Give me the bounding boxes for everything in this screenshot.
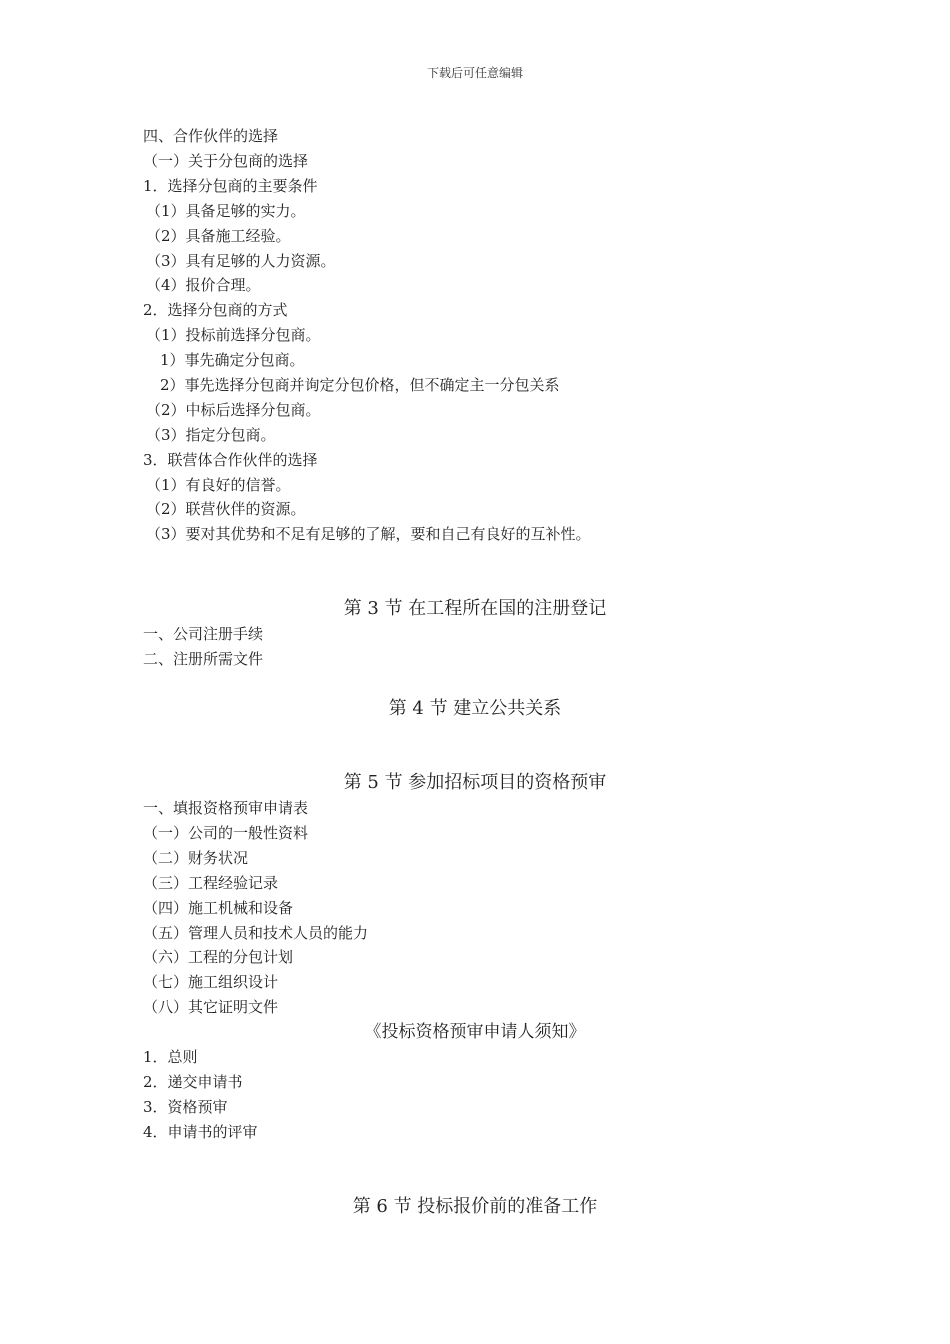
list-item: （一）公司的一般性资料 <box>143 824 309 842</box>
list-item: （三）工程经验记录 <box>143 874 279 892</box>
list-item: （六）工程的分包计划 <box>143 948 294 966</box>
notice-title: 《投标资格预审申请人须知》 <box>364 1022 586 1042</box>
section-heading-6: 第 6 节 投标报价前的准备工作 <box>352 1196 598 1217</box>
list-item: 一、公司注册手续 <box>143 625 264 643</box>
list-item: 2）事先选择分包商并询定分包价格，但不确定主一分包关系 <box>160 376 560 394</box>
section-heading-4: 第 4 节 建立公共关系 <box>388 698 562 719</box>
list-item: （五）管理人员和技术人员的能力 <box>143 924 369 942</box>
section-heading-5: 第 5 节 参加招标项目的资格预审 <box>343 772 607 793</box>
list-item: （3）具有足够的人力资源。 <box>146 252 336 270</box>
list-item: （2）中标后选择分包商。 <box>146 401 321 419</box>
list-item: （1）有良好的信誉。 <box>146 476 291 494</box>
form-title: 一、填报资格预审申请表 <box>143 799 309 817</box>
list-item: 1）事先确定分包商。 <box>160 351 305 369</box>
list-item: （2）联营伙伴的资源。 <box>146 500 306 518</box>
list-item: 4．申请书的评审 <box>143 1123 258 1141</box>
list-item: 2．递交申请书 <box>143 1073 243 1091</box>
list-item: （4）报价合理。 <box>146 276 261 294</box>
list-item: （八）其它证明文件 <box>143 998 279 1016</box>
conditions-title: 1．选择分包商的主要条件 <box>143 177 318 195</box>
list-item: 1．总则 <box>143 1048 198 1066</box>
list-item: （二）财务状况 <box>143 849 249 867</box>
list-item: （3）要对其优势和不足有足够的了解，要和自己有良好的互补性。 <box>146 525 591 543</box>
list-item: 3．资格预审 <box>143 1098 228 1116</box>
list-item: （四）施工机械和设备 <box>143 899 294 917</box>
list-item: 二、注册所需文件 <box>143 650 264 668</box>
list-item: （3）指定分包商。 <box>146 426 276 444</box>
header-note: 下载后可任意编辑 <box>426 66 523 80</box>
list-item: （1）投标前选择分包商。 <box>146 326 321 344</box>
list-item: （2）具备施工经验。 <box>146 227 291 245</box>
joint-venture-title: 3．联营体合作伙伴的选择 <box>143 451 318 469</box>
subcontractor-subtitle: （一）关于分包商的选择 <box>143 152 309 170</box>
methods-title: 2．选择分包商的方式 <box>143 301 288 319</box>
section-title-partner: 四、合作伙伴的选择 <box>143 127 279 145</box>
list-item: （1）具备足够的实力。 <box>146 202 306 220</box>
list-item: （七）施工组织设计 <box>143 973 279 991</box>
section-heading-3: 第 3 节 在工程所在国的注册登记 <box>343 598 607 619</box>
